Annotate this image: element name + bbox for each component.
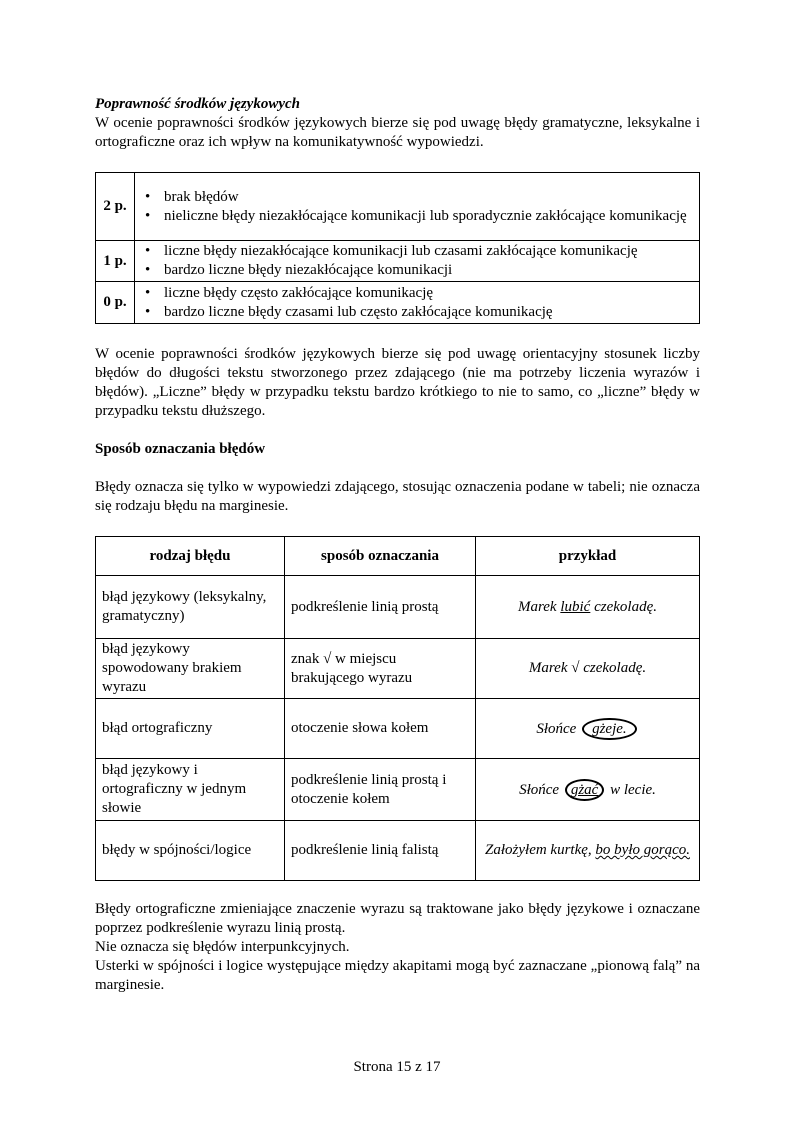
page-content [95, 95, 700, 995]
wavy-underlined-phrase: bo było gorąco. [595, 842, 690, 858]
circled-underlined-word: gżać [565, 779, 605, 801]
marking-cell: podkreślenie linią prostą [285, 576, 476, 639]
example-text: Marek √ czekoladę. [528, 660, 647, 676]
example-text: Założyłem kurtkę, [485, 842, 596, 858]
header-marking-method: sposób oznaczania [285, 537, 476, 576]
note-meaning-change: Błędy ortograficzne zmieniające znaczenie wyrazu są traktowane jako błędy językowe i oznaczane poprzez podkreślenie wyrazu linią prostą. [95, 901, 700, 936]
example-cell [476, 821, 700, 881]
example-text: w lecie. [606, 781, 656, 798]
score-row [96, 282, 700, 324]
marking-cell: podkreślenie linią prostą i otoczenie kołem [285, 759, 476, 821]
table-row [96, 639, 700, 699]
underlined-word: lubić [560, 598, 591, 615]
criteria-item: • liczne błędy niezakłócające komunikacji lub czasami zakłócające komunikację [141, 242, 693, 261]
section-heading-language: Poprawność środków językowych [95, 96, 301, 112]
example-text: Słońce [536, 720, 581, 737]
points-cell: 1 p. [96, 241, 135, 282]
marking-intro: Błędy oznacza się tylko w wypowiedzi zdającego, stosując oznaczenia podane w tabeli; nie oznacza się rodzaju błędu na marginesie. [95, 479, 700, 514]
example-cell [476, 576, 700, 639]
marking-cell: znak √ w miejscu brakującego wyrazu [285, 639, 476, 699]
note-cohesion-margin: Usterki w spójności i logice występujące między akapitami mogą być zaznaczane „pionową falą” na marginesie. [95, 958, 700, 993]
header-example: przykład [476, 537, 700, 576]
language-intro: W ocenie poprawności środków językowych bierze się pod uwagę błędy gramatyczne, leksykalne i ortograficzne oraz ich wpływ na komunikatywność wypowiedzi. [95, 115, 700, 150]
criteria-item: • nieliczne błędy niezakłócające komunikacji lub sporadycznie zakłócające komunikację [141, 207, 693, 226]
error-type-cell: błąd językowy (leksykalny, gramatyczny) [96, 576, 285, 639]
criteria-item: • bardzo liczne błędy czasami lub często zakłócające komunikację [141, 303, 693, 322]
ratio-note: W ocenie poprawności środków językowych bierze się pod uwagę orientacyjny stosunek liczby błędów do długości tekstu stworzonego przez zdającego (nie ma potrzeby liczenia wyrazów i błędów). „Liczne” błędy w przypadku tekstu bardzo krótkiego to nie to samo, co „liczne” błędy w przypadku tekstu dłuższego. [95, 346, 700, 419]
points-cell: 0 p. [96, 282, 135, 324]
score-row [96, 173, 700, 241]
table-row [96, 699, 700, 759]
error-marking-table [95, 536, 700, 881]
table-row [96, 759, 700, 821]
error-type-cell: błędy w spójności/logice [96, 821, 285, 881]
page-number: Strona 15 z 17 [353, 1059, 441, 1075]
criteria-cell [135, 282, 700, 324]
example-text: Marek [518, 598, 561, 615]
criteria-cell [135, 241, 700, 282]
marking-cell: otoczenie słowa kołem [285, 699, 476, 759]
header-error-type: rodzaj błędu [96, 537, 285, 576]
example-cell [476, 639, 700, 699]
circled-word: gżeje. [582, 718, 637, 740]
score-table [95, 172, 700, 324]
table-header-row [96, 537, 700, 576]
table-row [96, 821, 700, 881]
criteria-item: • brak błędów [141, 188, 693, 207]
criteria-item: • bardzo liczne błędy niezakłócające komunikacji [141, 261, 693, 280]
section-heading-marking: Sposób oznaczania błędów [95, 441, 266, 457]
example-cell [476, 759, 700, 821]
example-cell [476, 699, 700, 759]
score-row [96, 241, 700, 282]
error-type-cell: błąd językowy spowodowany brakiem wyrazu [96, 639, 285, 699]
example-text: Słońce [519, 781, 563, 798]
example-text: czekoladę. [590, 598, 657, 615]
marking-cell: podkreślenie linią falistą [285, 821, 476, 881]
error-type-cell: błąd językowy i ortograficzny w jednym słowie [96, 759, 285, 821]
criteria-item: • liczne błędy często zakłócające komunikację [141, 284, 693, 303]
criteria-cell [135, 173, 700, 241]
note-punctuation: Nie oznacza się błędów interpunkcyjnych. [95, 939, 350, 955]
error-type-cell: błąd ortograficzny [96, 699, 285, 759]
points-cell: 2 p. [96, 173, 135, 241]
table-row [96, 576, 700, 639]
